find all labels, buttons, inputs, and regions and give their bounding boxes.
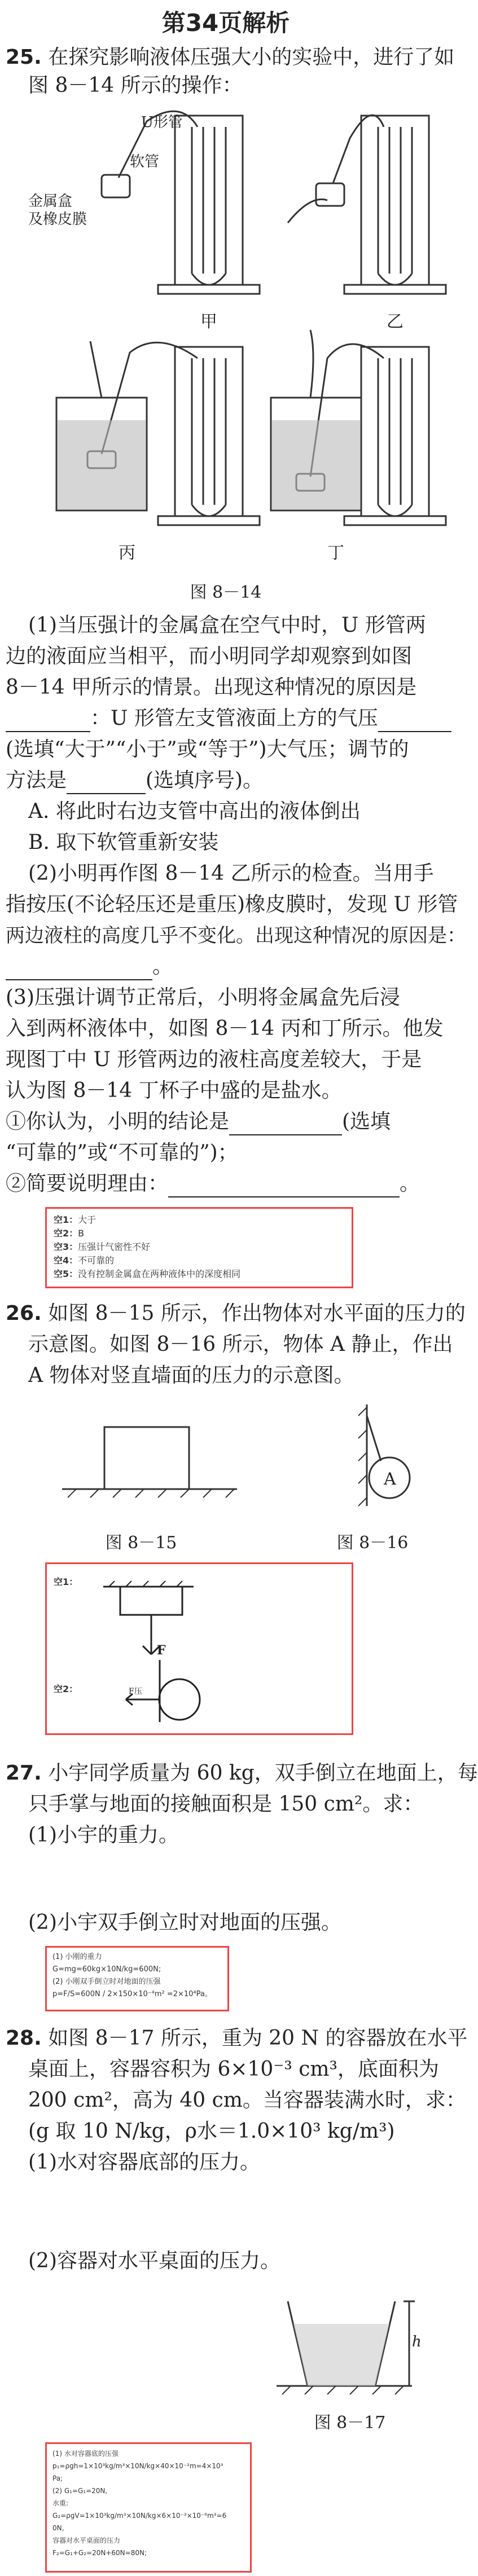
q26-answer-drawing [81,1570,340,1728]
q26-number: 26. [6,1302,42,1325]
caption-8-16: 图 8－16 [336,1533,409,1553]
blank-6 [168,1176,400,1197]
q25-p4-text: ①你认为，小明的结论是 [6,1110,230,1133]
q25-p3-line1: (3)压强计调节正常后，小明将金属盒先后浸 [6,986,400,1009]
q25-p2-line4 [6,953,173,980]
q28-line5: (1)水对容器底部的压力。 [28,2151,260,2174]
q25-number: 25. [6,46,42,69]
q27-line3: (1)小宇的重力。 [28,1824,179,1847]
q25-stem-line2: 图 8－14 所示的操作： [28,74,243,97]
q25-p2-line1: (2)小明再作图 8－14 乙所示的检查。当用手 [28,862,434,885]
q28-answer-7: 0N, [52,2524,64,2532]
q25-p3-line3: 现图丁中 U 形管两边的液柱高度差较大，于是 [6,1048,422,1071]
caption-8-15: 图 8－15 [105,1533,177,1553]
blank-4 [6,959,152,980]
q25-p1-line3: 8－14 甲所示的情景。出现这种情况的原因是 [6,676,417,699]
label-rubber-film: 及橡皮膜 [28,211,87,228]
q27-q2: (2)小宇双手倒立时对地面的压强。 [28,1911,341,1934]
q27-answer-4: p=F/S=600N / 2×150×10⁻⁴m² =2×10⁴Pa。 [52,1990,212,1998]
label-yi: 乙 [387,312,404,332]
q25-p1-line2: 边的液面应当相平，而小明同学却观察到如图 [6,645,413,668]
q27-answer-1: (1) 小刚的重力 [52,1953,102,1961]
q26-answer-2-label: 空2： [54,1684,78,1694]
q28-line1-text: 如图 8－17 所示，重为 20 N 的容器放在水平 [48,2027,468,2050]
q25-answer-box [45,1207,353,1288]
q28-answer-2: p₁=ρgh=1×10³kg/m³×10N/kg×40×10⁻²m=4×10³ [52,2462,223,2470]
q28-answer-6: G₂=ρgV=1×10³kg/m³×10N/kg×6×10⁻³×10⁻⁶m³=6 [52,2512,227,2520]
blank-5 [229,1114,342,1135]
q28-answer-4: (2) G₁=G₁=20N, [52,2487,108,2495]
q27-line1-text: 小宇同学质量为 60 kg，双手倒立在地面上，每 [48,1762,478,1785]
q26-answer-box [45,1562,353,1735]
blank-3 [67,773,146,794]
label-ding: 丁 [327,543,344,563]
q25-stem-line1 [6,44,454,71]
figure-8-14 [28,104,440,573]
q28-line4: (g 取 10 N/kg，ρ水＝1.0×10³ kg/m³) [28,2120,395,2143]
q28-answer-9: F₂=G₁+G₂=20N+60N=80N; [52,2549,147,2557]
q25-answer-4: 空4：不可靠的 [54,1255,115,1266]
q26-line2: 示意图。如图 8－16 所示，物体 A 静止，作出 [28,1333,453,1356]
caption-8-17: 图 8－17 [314,2413,386,2433]
q25-p3-line4: 认为图 8－14 丁杯子中盛的是盐水。 [6,1079,342,1102]
q26-line3: A 物体对竖直墙面的压力的示意图。 [28,1364,354,1387]
q28-line1 [6,2025,467,2052]
q25-answer-3: 空3：压强计气密性不好 [54,1241,151,1252]
q28-answer-1: (1) 水对容器底的压强 [52,2450,119,2458]
label-bing: 丙 [119,543,135,563]
caption-8-14: 图 8－14 [190,583,262,602]
q26-force-label: F [157,1643,166,1658]
q26-line1-text: 如图 8－15 所示，作出物体对水平面的压力的 [48,1302,466,1325]
blank-2 [378,711,451,732]
q25-p3-line2: 入到两杯液体中，如图 8－14 丙和丁所示。他发 [6,1017,444,1040]
label-hose: 软管 [130,153,160,170]
q28-number: 28. [6,2027,42,2050]
q26-force-label-2: F压 [129,1687,142,1696]
label-jia: 甲 [200,312,217,332]
q25-stem-text1: 在探究影响液体压强大小的实验中，进行了如 [48,46,455,69]
q27-answer-2: G=mg=60kg×10N/kg=600N; [52,1965,161,1974]
height-label: h [412,2333,422,2350]
q26-answer-1-label: 空1： [54,1577,78,1587]
q28-q2: (2)容器对水平桌面的压力。 [28,2249,280,2273]
q25-p2-line4-text: 。 [152,955,173,978]
q25-p1-line4 [6,705,451,732]
q25-option-b: B. 取下软管重新安装 [28,831,219,854]
q25-p4-line1 [6,1108,391,1135]
q28-line3: 200 cm²，高为 40 cm。当容器装满水时，求： [28,2089,466,2112]
q25-answer-1: 空1：大于 [54,1214,97,1225]
label-metal-box: 金属盒 [28,193,73,210]
q25-answer-5: 空5：没有控制金属盒在两种液体中的深度相同 [54,1269,241,1279]
q28-line2: 桌面上，容器容积为 6×10⁻³ cm³，底面积为 [28,2058,439,2081]
q28-answer-3: Pa; [52,2474,63,2482]
label-u-tube: U形管 [141,114,183,131]
q25-p1-line6-tail: (选填序号)。 [146,769,264,792]
q25-p2-line3: 两边液柱的高度几乎不变化。出现这种情况的原因是： [6,924,466,947]
q25-p1-line6-text: 方法是 [6,769,67,792]
q25-p5-text: ②简要说明理由： [6,1172,169,1195]
q25-p1-line4-text: ：U 形管左支管液面上方的气压 [90,707,378,730]
q28-answer-8: 容器对水平桌面的压力 [52,2537,121,2544]
q25-p4-tail: (选填 [342,1110,391,1133]
q26-line1 [6,1300,466,1327]
blank-1 [6,711,90,732]
q25-p2-line2: 指按压(不论轻压还是重压)橡皮膜时，发现 U 形管 [6,893,458,916]
q25-p1-line1: (1)当压强计的金属盒在空气中时，U 形管两 [28,614,426,637]
q27-line2: 只手掌与地面的接触面积是 150 cm²。求： [28,1793,424,1816]
q25-p5: ②简要说明理由： 。 [6,1170,420,1197]
q25-p1-line6 [6,767,263,794]
q25-answer-2: 空2：B [54,1228,85,1239]
q27-line1 [6,1760,478,1787]
figure-8-17 [277,2296,423,2403]
q25-p4-line2: “可靠的”或“不可靠的”)； [6,1141,238,1164]
q27-number: 27. [6,1762,42,1785]
q25-option-a: A. 将此时右边支管中高出的液体倒出 [28,800,361,823]
q27-answer-3: (2) 小刚双手倒立时对地面的压强 [52,1978,161,1986]
q28-answer-box [45,2442,252,2573]
page-title: 第34页解析 [161,9,290,37]
q25-p1-line5: (选填“大于”“小于”或“等于”)大气压；调节的 [6,738,409,761]
ball-a-label: A [384,1469,396,1489]
q28-answer-5: 水重: [52,2499,69,2507]
figures-8-15-8-16 [51,1399,435,1529]
q27-answer-box [45,1946,229,2011]
